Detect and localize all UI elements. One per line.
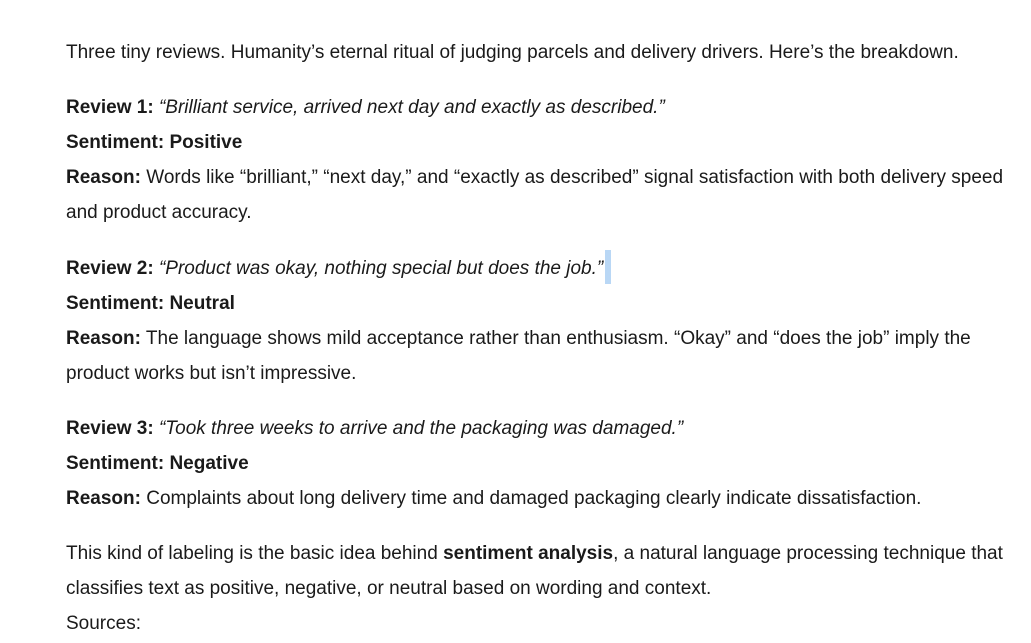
- intro-paragraph: Three tiny reviews. Humanity’s eternal ritual of judging parcels and delivery drivers. Here’s the breakdown.: [66, 42, 959, 63]
- review-line: [66, 90, 1026, 125]
- reason-text: The language shows mild acceptance rather than enthusiasm. “Okay” and “does the job” imply the product works but isn’t impressive.: [66, 328, 971, 384]
- review-line: [66, 250, 1026, 286]
- reason-label: Reason:: [66, 167, 141, 188]
- reason-line: [66, 481, 1026, 516]
- sources-label: Sources:: [66, 613, 141, 634]
- review-block-3: [66, 411, 1026, 516]
- review-label: Review 3:: [66, 418, 154, 439]
- reason-line: [66, 160, 1026, 230]
- summary-text-after: , a natural language processing technique that classifies text as positive, negative, or neutral based on wording and context.: [66, 543, 1003, 599]
- reason-label: Reason:: [66, 488, 141, 509]
- review-label: Review 1:: [66, 97, 154, 118]
- reason-line: [66, 321, 1026, 391]
- summary-key-term: sentiment analysis: [443, 543, 614, 564]
- sentiment-label: Sentiment: Neutral: [66, 293, 235, 314]
- review-line: [66, 411, 1026, 446]
- review-quote: “Took three weeks to arrive and the packaging was damaged.”: [158, 418, 684, 439]
- review-block-1: [66, 90, 1026, 230]
- summary-text-before: This kind of labeling is the basic idea behind: [66, 543, 444, 564]
- document-body: [66, 35, 1026, 641]
- reason-text: Words like “brilliant,” “next day,” and “exactly as described” signal satisfaction with both delivery speed and product accuracy.: [66, 167, 1004, 223]
- review-quote: “Brilliant service, arrived next day and exactly as described.”: [158, 97, 665, 118]
- review-label: Review 2:: [66, 258, 154, 279]
- reason-text: Complaints about long delivery time and damaged packaging clearly indicate dissatisfaction.: [140, 488, 922, 509]
- review-block-2: [66, 250, 1026, 391]
- summary-paragraph: [66, 536, 1026, 606]
- text-selection-highlight[interactable]: [605, 250, 611, 284]
- review-quote: “Product was okay, nothing special but does the job.”: [158, 258, 604, 279]
- reason-label: Reason:: [66, 328, 141, 349]
- sentiment-label: Sentiment: Negative: [66, 453, 249, 474]
- sentiment-label: Sentiment: Positive: [66, 132, 243, 153]
